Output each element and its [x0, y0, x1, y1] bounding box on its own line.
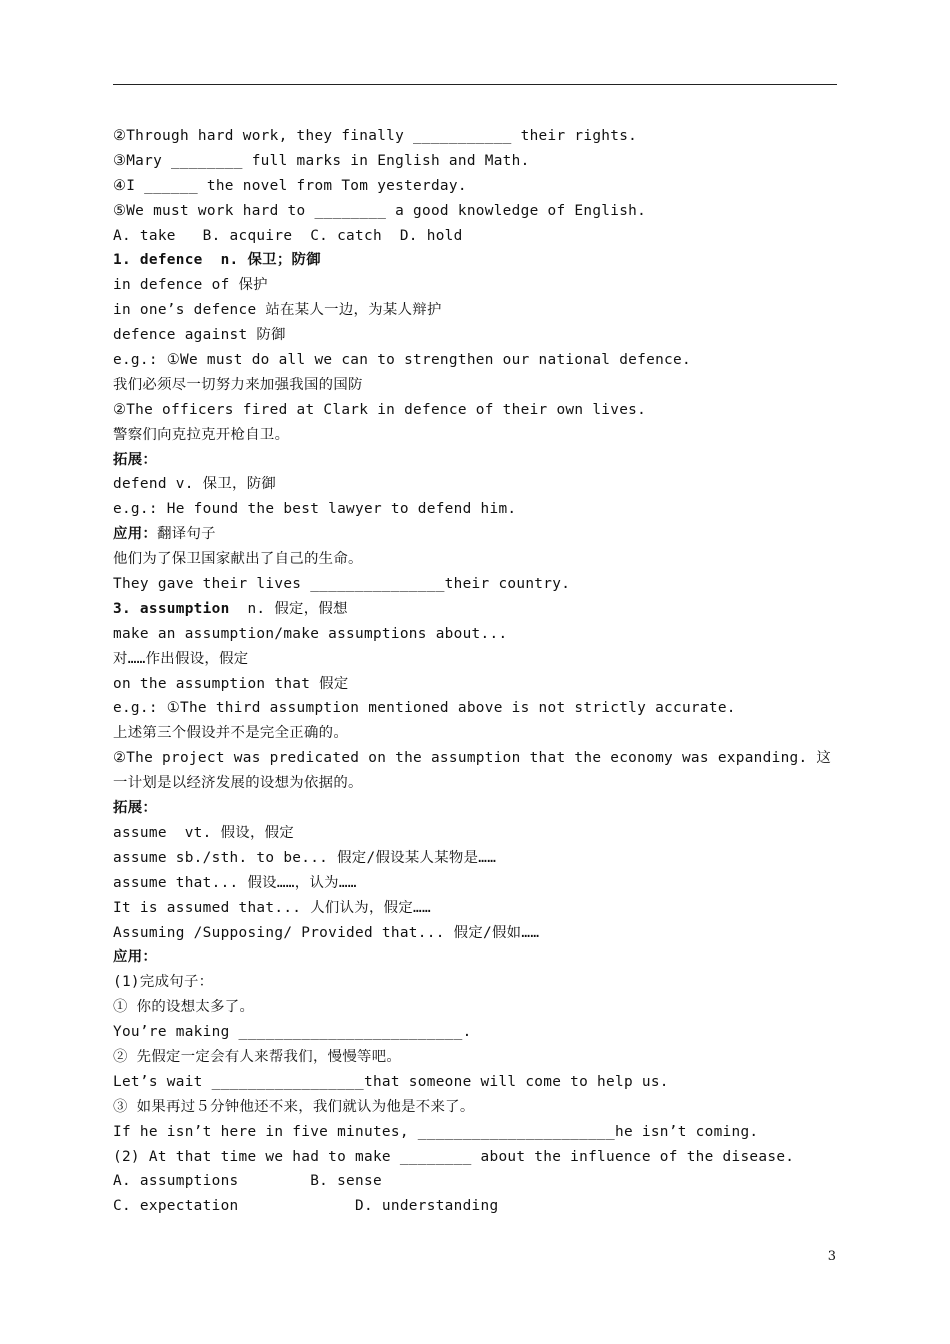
text-line: 应用： [113, 949, 158, 966]
text-line: ③ 如果再过５分钟他还不来，我们就认为他是不来了。 [113, 1098, 475, 1115]
text-line: 对……作出假设，假定 [113, 650, 249, 667]
text-line: make an assumption/make assumptions about... [113, 625, 508, 642]
bold-label: 3. assumption [113, 600, 230, 617]
document-body [113, 124, 843, 1219]
text-line: assume vt. 假设，假定 [113, 824, 295, 841]
text-line: in defence of 保护 [113, 277, 268, 294]
text-line: 3. assumption n. 假定，假想 [113, 600, 348, 617]
text-line: assume that... 假设……，认为…… [113, 874, 357, 891]
text-line: e.g.: ①The third assumption mentioned above is not strictly accurate. [113, 700, 736, 717]
text-line: 应用：翻译句子 [113, 526, 216, 543]
text-line: 上述第三个假设并不是完全正确的。 [113, 725, 349, 742]
text-line: defence against 防御 [113, 327, 286, 344]
bold-label: 应用： [113, 526, 158, 543]
text-line: ②The officers fired at Clark in defence of their own lives. [113, 401, 647, 418]
text-line: 他们为了保卫国家献出了自己的生命。 [113, 551, 363, 568]
text-line: ②The project was predicated on the assumption that the economy was expanding. 这一计划是以经济发展的设想为依据的。 [113, 750, 832, 792]
header-rule [113, 84, 837, 85]
page-number: 3 [827, 1249, 836, 1264]
text-line: e.g.: He found the best lawyer to defend him. [113, 501, 517, 518]
text-line: ⑤We must work hard to ________ a good knowledge of English. [113, 202, 647, 219]
text-line: A. assumptions B. sense [113, 1173, 382, 1190]
text-line: on the assumption that 假定 [113, 675, 349, 692]
text-line: If he isn’t here in five minutes, ______________________he isn’t coming. [113, 1123, 759, 1140]
text-line: You’re making _________________________. [113, 1024, 472, 1041]
text-line: ② 先假定一定会有人来帮我们，慢慢等吧。 [113, 1048, 402, 1065]
text-line: ②Through hard work, they finally ___________ their rights. [113, 128, 638, 144]
text-line: ④I ______ the novel from Tom yesterday. [113, 177, 467, 194]
text-line: defend v. 保卫，防御 [113, 476, 277, 493]
text-line: It is assumed that... 人们认为，假定…… [113, 899, 431, 916]
text-line: Assuming /Supposing/ Provided that... 假定/假如…… [113, 924, 540, 941]
text-line: in one’s defence 站在某人一边，为某人辩护 [113, 302, 442, 319]
text-line: 警察们向克拉克开枪自卫。 [113, 426, 290, 443]
text-line: C. expectation D. understanding [113, 1198, 499, 1215]
text-line: ① 你的设想太多了。 [113, 999, 255, 1016]
text-line: A. take B. acquire C. catch D. hold [113, 227, 463, 244]
text-line: 我们必须尽一切努力来加强我国的国防 [113, 376, 363, 393]
text-line: 1. defence n. 保卫；防御 [113, 252, 321, 269]
text-line: (2) At that time we had to make ________ about the influence of the disease. [113, 1148, 795, 1165]
text-line: e.g.: ①We must do all we can to strengthen our national defence. [113, 352, 691, 369]
text-line: 拓展： [113, 451, 158, 468]
text-line: Let’s wait _________________that someone will come to help us. [113, 1073, 669, 1090]
text-line: (1)完成句子： [113, 974, 214, 991]
text-line: ③Mary ________ full marks in English and Math. [113, 152, 530, 169]
text-line: assume sb./sth. to be... 假定/假设某人某物是…… [113, 849, 497, 866]
text-line: They gave their lives _______________their country. [113, 576, 571, 593]
text-line: 拓展： [113, 800, 158, 817]
